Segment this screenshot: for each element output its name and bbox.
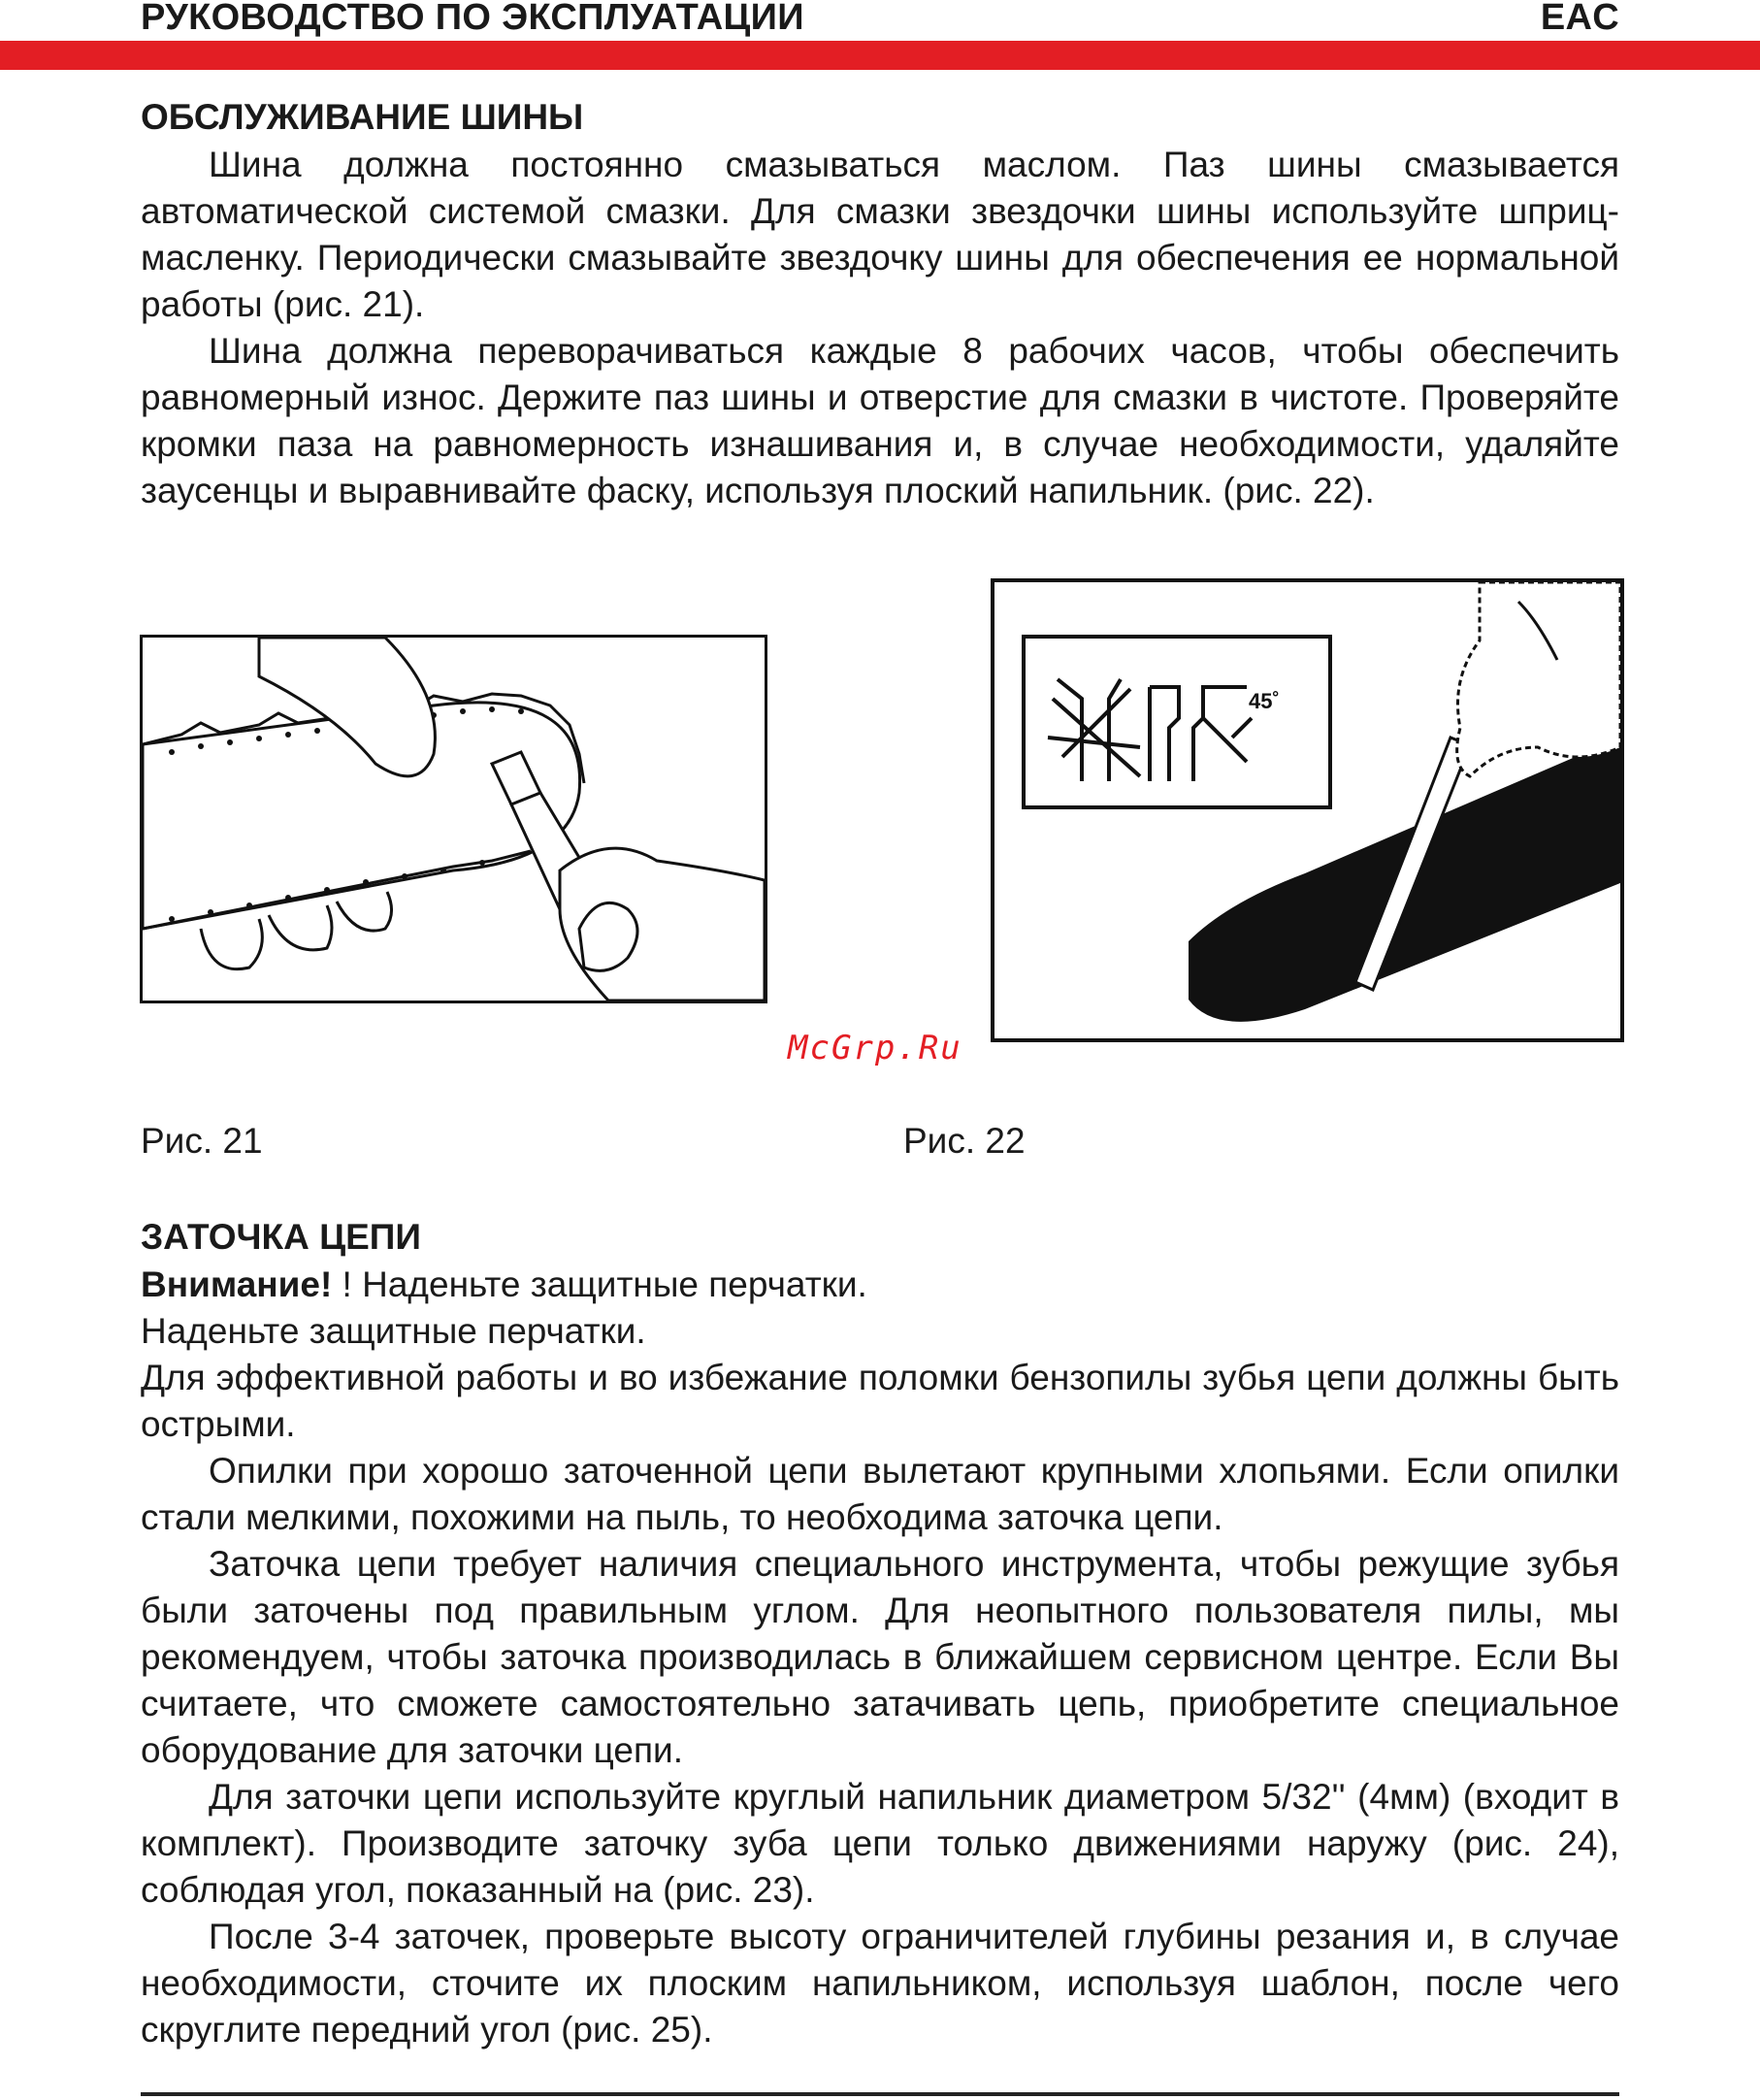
- header-red-bar: [0, 41, 1760, 70]
- chain-sharpening-section: [141, 1213, 1619, 2053]
- figure-21-caption: Рис. 21: [141, 1121, 263, 1161]
- warning-text: ! Наденьте защитные перчатки.: [332, 1264, 867, 1304]
- bar-maintenance-section: [141, 93, 1619, 514]
- paragraph: После 3-4 заточек, проверьте высоту ограничителей глубины резания и, в случае необходимости, сточите их плоским напильником, используя шаблон, после чего скруглите передний угол (рис. 25).: [141, 1917, 1619, 2050]
- warning-line: [141, 1262, 1619, 1308]
- paragraph: Опилки при хорошо заточенной цепи вылетают крупными хлопьями. Если опилки стали мелкими, похожими на пыль, то необходима заточка цепи.: [141, 1451, 1619, 1537]
- bottom-rule: [141, 2092, 1619, 2096]
- header-title: РУКОВОДСТВО ПО ЭКСПЛУАТАЦИИ: [141, 0, 804, 38]
- paragraph: Для заточки цепи используйте круглый напильник диаметром 5/32'' (4мм) (входит в комплект). Производите заточку зуба цепи только движениями наружу (рис. 24), соблюдая угол, показанный на (рис. 23).: [141, 1777, 1619, 1910]
- paragraph: Заточка цепи требует наличия специального инструмента, чтобы режущие зубья были заточены под правильным углом. Для неопытного пользователя пилы, мы рекомендуем, чтобы заточка производилась в ближайшем сервисном центре. Если Вы считаете, что сможете самостоятельно затачивать цепь, приобретите специальное оборудование для заточки цепи.: [141, 1544, 1619, 1770]
- paragraph: Шина должна постоянно смазываться маслом. Паз шины смазывается автоматической системой смазки. Для смазки звездочки шины используйте шприц-масленку. Периодически смазывайте звездочку шины для обеспечения ее нормальной работы (рис. 21).: [141, 145, 1619, 324]
- figure-21-illustration: [140, 635, 767, 1003]
- page-header: [141, 0, 1619, 39]
- figure-22-caption: Рис. 22: [903, 1121, 1026, 1161]
- bar-filing-drawing: [994, 582, 1620, 1038]
- eac-mark: EAC: [1540, 0, 1619, 38]
- figure-22-illustration: [991, 578, 1624, 1042]
- watermark: McGrp.Ru: [788, 1029, 962, 1067]
- paragraph: Шина должна переворачиваться каждые 8 рабочих часов, чтобы обеспечить равномерный износ. Держите паз шины и отверстие для смазки в чистоте. Проверяйте кромки паза на равномерность изнашивания и, в случае необходимости, удаляйте заусенцы и выравнивайте фаску, используя плоский напильник. (рис. 22).: [141, 331, 1619, 510]
- paragraph: Для эффективной работы и во избежание поломки бензопилы зубья цепи должны быть острыми.: [141, 1358, 1619, 1444]
- paragraph: Наденьте защитные перчатки.: [141, 1311, 646, 1351]
- section-heading-bar-maintenance: ОБСЛУЖИВАНИЕ ШИНЫ: [141, 97, 584, 137]
- warning-label: Внимание!: [141, 1264, 333, 1304]
- bar-oiling-drawing: [143, 638, 765, 1001]
- angle-label: 45˚: [1249, 689, 1280, 713]
- section-heading-chain-sharpening: ЗАТОЧКА ЦЕПИ: [141, 1217, 421, 1257]
